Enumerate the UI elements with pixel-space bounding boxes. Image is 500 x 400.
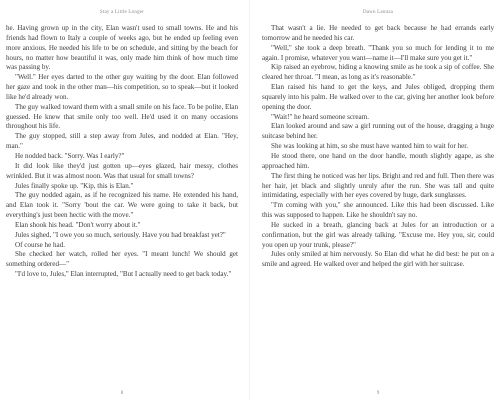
paragraph: Elan looked around and saw a girl running out of the house, dragging a huge suitcase behind her. (262, 122, 494, 141)
paragraph: Jules only smiled at him nervously. So Elan did what he did best: he put on a smile and agreed. He walked over and helped the girl with her suitcase. (262, 250, 494, 269)
right-running-head: Dawn Lanuza (362, 10, 394, 15)
paragraph: Elan raised his hand to get the keys, and Jules obliged, dropping them squarely into his palm. He walked over to the car, giving her another look before opening the door. (262, 83, 494, 111)
paragraph: Kip raised an eyebrow, hiding a knowing smile as he took a sip of coffee. She cleared her throat. "I mean, as long as it's reasonable." (262, 63, 494, 82)
paragraph: "Well," she took a deep breath. "Thank you so much for lending it to me again. I promise, whatever you want—name it—I'll make sure you get it." (262, 43, 494, 62)
right-page-number: 9 (376, 391, 380, 396)
paragraph: The first thing he noticed was her lips. Bright and red and full. Then there was her hair, jet black and slightly unruly after the run. She was tall and quite intimidating, especially with her eyes covered by huge, dark sunglasses. (262, 171, 494, 200)
paragraph: That wasn't a lie. He needed to get back because he had errands early tomorrow and he needed his car. (262, 24, 494, 42)
paragraph: He nodded back. "Sorry. Was I early?" (15, 151, 125, 160)
paragraph: The guy stopped, still a step away from Jules, and nodded at Elan. "Hey, man." (6, 132, 238, 151)
paragraph: She was looking at him, so she must have wanted him to wait for her. (271, 142, 469, 151)
gutter-divider (249, 0, 250, 400)
paragraph: "Wait!" he heard someone scream. (271, 112, 369, 121)
left-page (6, 0, 238, 400)
left-page-number: 8 (120, 391, 124, 396)
paragraph: "I'd love to, Jules," Elan interrupted, "But I actually need to get back today." (15, 270, 232, 279)
right-body-text (262, 24, 494, 270)
paragraph: Of course he had. (15, 240, 66, 249)
left-running-head: Stay a Little Longer (99, 10, 145, 15)
paragraph: he. Having grown up in the city, Elan wasn't used to small towns. He and his friends had flown to Italy a couple of weeks ago, but he ended up feeling even more anxious. He needed his life to be on schedule, and sitting by the beach for hours, no matter how beautiful it was, only made him think of how much time was passing by. (6, 24, 238, 72)
paragraph: Jules sighed, "I owe you so much, seriously. Have you had breakfast yet?" (15, 230, 226, 239)
paragraph: "I'm coming with you," she announced. Like this had been discussed. Like this was supposed to happen. Like he shouldn't say no. (262, 201, 494, 220)
paragraph: Jules finally spoke up. "Kip, this is Elan." (15, 181, 134, 190)
right-page (262, 0, 494, 400)
left-body-text (6, 24, 238, 280)
paragraph: The guy nodded again, as if he recognized his name. He extended his hand, and Elan took it. "Sorry 'bout the car. We were going to take it back, but everything's just been hectic with the move." (6, 191, 238, 220)
paragraph: Elan shook his head. "Don't worry about it." (15, 220, 141, 229)
paragraph: He stood there, one hand on the door handle, mouth slightly agape, as she approached him. (262, 151, 494, 170)
paragraph: "Well." Her eyes darted to the other guy waiting by the door. Elan followed her gaze and took in the other man—his competition, so to speak—but it looked like he'd already won. (6, 73, 238, 101)
paragraph: It did look like they'd just gotten up—eyes glazed, hair messy, clothes wrinkled. But it was almost noon. Was that usual for small towns? (6, 161, 238, 180)
paragraph: She checked her watch, rolled her eyes. "I meant lunch! We should get something ordered—" (6, 250, 238, 269)
paragraph: The guy walked toward them with a small smile on his face. To be polite, Elan guessed. He knew that smile only too well. He'd used it on many occasions throughout his life. (6, 102, 238, 131)
paragraph: He sucked in a breath, glancing back at Jules for an introduction or a confirmation, but the girl was already talking. "Excuse me. Hey you, sir, could you open up your trunk, please?" (262, 220, 494, 249)
